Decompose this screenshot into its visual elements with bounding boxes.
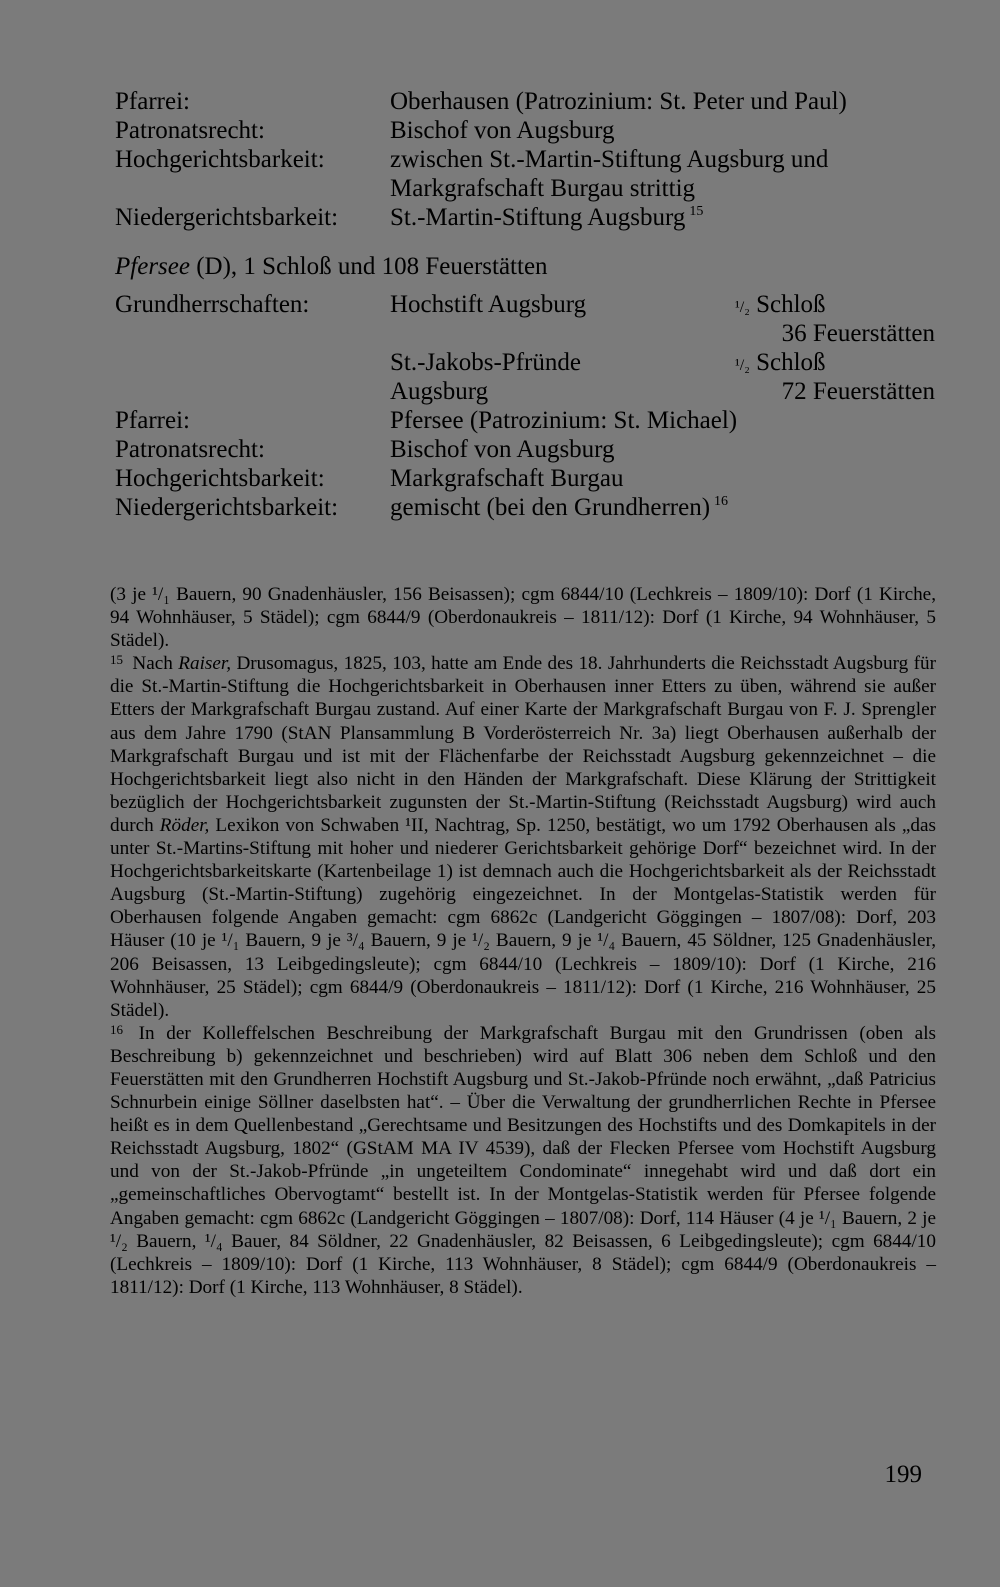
row-value [390,203,703,232]
owner-name: St.-Jakobs-Pfründe [390,349,581,376]
footnote-number: 15 [110,652,123,668]
place-summary: (D), 1 Schloß und 108 Feuerstätten [189,253,548,280]
footnote-text: Nach [127,653,179,675]
row-value: Bischof von Augsburg [390,436,615,463]
table-row [115,319,935,348]
footnote-ref-15: 15 [689,204,704,219]
row-value [390,493,728,522]
table-row [115,435,935,464]
table-row [115,116,935,145]
owner-share-label: Schloß [756,349,826,376]
table-row [115,348,935,377]
table-row [115,174,935,203]
pfersee-table [115,290,935,522]
table-row [115,87,935,116]
row-label: Niedergerichtsbarkeit: [115,204,339,231]
row-value: Oberhausen (Patrozinium: St. Peter und Paul) [390,88,847,115]
footnote-continuation: (3 je ¹/₁ Bauern, 90 Gnadenhäusler, 156 Beisassen); cgm 6844/10 (Lechkreis – 1809/10): Dorf (1 Kirche, 94 Wohnhäuser, 5 Städel); cgm 6844/9 (Oberdonaukreis – 1811/12): Dorf (1 Kirche, 94 Wohnhäuser, 5 Städel). [110,584,936,652]
footnote-number: 16 [110,1021,123,1037]
row-label: Hochgerichtsbarkeit: [115,465,325,492]
place-name: Pfersee [115,253,190,280]
footnote-16 [110,1022,936,1299]
owner-share [678,348,935,377]
owner-hearths: 36 Feuerstätten [781,320,935,347]
author-roeder: Röder, [159,814,210,836]
row-value: Pfersee (Patrozinium: St. Michael) [390,407,738,434]
row-label: Niedergerichtsbarkeit: [115,494,339,521]
row-label: Pfarrei: [115,88,190,115]
oberhausen-table [115,87,935,232]
row-label: Pfarrei: [115,407,190,434]
owner-name-cont: Augsburg [390,378,489,405]
table-row [115,464,935,493]
row-value-text: St.-Martin-Stiftung Augsburg [390,204,686,231]
fraction-half: ¹/₂ [735,299,750,316]
place-heading [115,252,548,281]
row-value: Markgrafschaft Burgau [390,465,624,492]
table-row [115,377,935,406]
table-row [115,145,935,174]
owner-share [678,290,935,319]
author-raiser: Raiser, [178,653,232,675]
row-label: Patronatsrecht: [115,436,265,463]
footnote-ref-16: 16 [714,494,729,509]
table-row [115,493,935,522]
row-label: Patronatsrecht: [115,117,265,144]
footnote-15 [110,652,936,1022]
footnote-text: Lexikon von Schwaben ¹II, Nachtrag, Sp. 1250, bestätigt, wo um 1792 Oberhausen als „das unter St.-Martins-Stiftung mit hoher und niederer Gerichtsbarkeit gehörige Dorf“ bezeichnet wird. In der Hochgerichtsbarkeitskarte (Kartenbeilage 1) ist demnach auch die Hochgerichtsbarkeit als der Reichsstadt Augsburg (St.-Martin-Stiftung) zugehörig eingezeichnet. In der Montgelas-Statistik werden für Oberhausen folgende Angaben gemacht: cgm 6862c (Landgericht Göggingen – 1807/08): Dorf, 203 Häuser (10 je ¹/₁ Bauern, 9 je ³/₄ Bauern, 9 je ¹/₂ Bauern, 9 je ¹/₄ Bauern, 45 Söldner, 125 Gnadenhäusler, 206 Beisassen, 13 Leibgedingsleute); cgm 6844/10 (Lechkreis – 1809/10): Dorf (1 Kirche, 216 Wohnhäuser, 25 Städel); cgm 6844/9 (Oberdonaukreis – 1811/12): Dorf (1 Kirche, 216 Wohnhäuser, 25 Städel). [110,814,937,1021]
footnote-text: In der Kolleffelschen Beschreibung der Markgrafschaft Burgau mit den Grundrissen (oben als Beschreibung b) gekennzeichnet und beschrieben) wird auf Blatt 306 neben dem Schloß und den Feuerstätten mit den Grundherren Hochstift Augsburg und St.-Jakob-Pfründe noch erwähnt, „daß Patricius Schnurbein einige Söllner daselbsten hat“. – Über die Verwaltung der grundherrlichen Rechte in Pfersee heißt es in dem Quellenbestand „Gerechtsame und Besitzungen des Hochstifts und des Domkapitels in der Reichsstadt Augsburg, 1802“ (GStAM MA IV 4539), daß der Flecken Pfersee vom Hochstift Augsburg und von der St.-Jakob-Pfründe „in ungeteiltem Condominate“ innegehabt wird und daß dort ein „gemeinschaftliches Obervogtamt“ bestellt ist. In der Montgelas-Statistik werden für Pfersee folgende Angaben gemacht: cgm 6862c (Landgericht Göggingen – 1807/08): Dorf, 114 Häuser (4 je ¹/₁ Bauern, 2 je ¹/₂ Bauern, ¹/₄ Bauer, 84 Söldner, 22 Gnadenhäusler, 82 Beisassen, 6 Leibgedingsleute); cgm 6844/10 (Lechkreis – 1809/10): Dorf (1 Kirche, 113 Wohnhäuser, 8 Städel); cgm 6844/9 (Oberdonaukreis – 1811/12): Dorf (1 Kirche, 113 Wohnhäuser, 8 Städel). [110,1022,936,1298]
owner-hearths: 72 Feuerstätten [781,378,935,405]
owner-name: Hochstift Augsburg [390,291,587,318]
row-label: Hochgerichtsbarkeit: [115,146,325,173]
fraction-half: ¹/₂ [735,357,750,374]
row-value: Bischof von Augsburg [390,117,615,144]
row-value: zwischen St.-Martin-Stiftung Augsburg und [390,146,829,173]
row-label [115,174,390,203]
footnote-text: Drusomagus, 1825, 103, hatte am Ende des 18. Jahrhunderts die Reichsstadt Augsburg für die St.-Martin-Stiftung die Hochgerichtsbarkeit in Oberhausen inner Etters zu üben, während sie außer Etters der Markgrafschaft Burgau zustand. Auf einer Karte der Markgrafschaft Burgau von F. J. Sprengler aus dem Jahre 1790 (StAN Plansammlung B Vorderösterreich Nr. 3a) liegt Oberhausen außerhalb der Markgrafschaft Burgau und ist mit der Flächenfarbe der Reichsstadt Augsburg gekennzeichnet – die Hochgerichtsbarkeit liegt also nicht in den Händen der Markgrafschaft. Diese Klärung der Strittigkeit bezüglich der Hochgerichtsbarkeit zugunsten der St.-Martin-Stiftung (Reichsstadt Augsburg) wird auch durch [110,653,937,836]
table-row [115,290,935,319]
footnotes [110,583,936,1299]
table-row [115,406,935,435]
page-number: 199 [884,1461,922,1488]
row-value: Markgrafschaft Burgau strittig [390,175,696,202]
owner-share-label: Schloß [756,291,826,318]
table-row [115,203,935,232]
row-value-text: gemischt (bei den Grundherren) [390,494,711,521]
row-label: Grundherrschaften: [115,291,310,318]
